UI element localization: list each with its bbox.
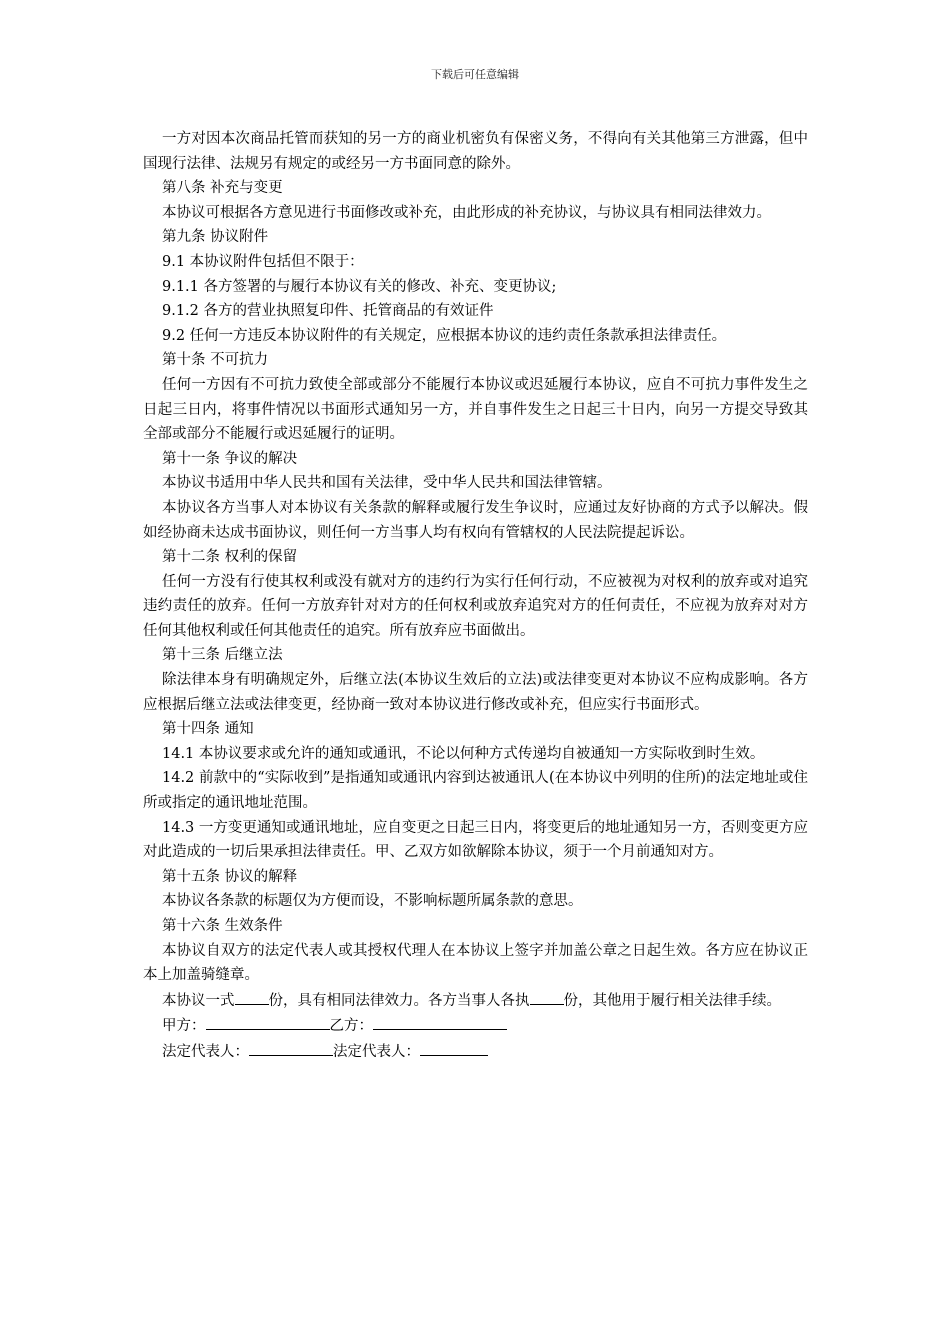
section-heading: 第十二条 权利的保留 <box>162 549 298 566</box>
copies-text-2: 份，具有相同法律效力。各方当事人各执 <box>268 992 530 1009</box>
section-heading: 第十四条 通知 <box>162 721 254 738</box>
party-b-label: 乙方： <box>329 1018 373 1035</box>
signature-line-parties <box>143 1013 808 1039</box>
paragraph: 本协议书适用中华人民共和国有关法律，受中华人民共和国法律管辖。 <box>162 475 612 492</box>
rep-b-label: 法定代表人： <box>333 1043 420 1060</box>
rep-b-blank <box>420 1039 488 1056</box>
copies-each-blank <box>530 988 564 1005</box>
section-heading: 第十五条 协议的解释 <box>162 868 298 885</box>
rep-a-label: 法定代表人： <box>162 1043 249 1060</box>
copies-total-blank <box>235 988 269 1005</box>
paragraph: 9.1.1 各方签署的与履行本协议有关的修改、补充、变更协议; <box>162 278 557 295</box>
party-a-blank <box>206 1013 330 1030</box>
party-a-label: 甲方： <box>162 1018 206 1035</box>
paragraph: 任何一方因有不可抗力致使全部或部分不能履行本协议或迟延履行本协议，应自不可抗力事件发生之日起三日内，将事件情况以书面形式通知另一方，并自事件发生之日起三十日内，向另一方提交导致其全部或部分不能履行或迟延履行的证明。 <box>143 376 808 443</box>
rep-a-blank <box>249 1039 333 1056</box>
paragraph: 14.1 本协议要求或允许的通知或通讯，不论以何种方式传递均自被通知一方实际收到时生效。 <box>162 745 765 762</box>
document-body <box>143 127 808 1065</box>
section-heading: 第八条 补充与变更 <box>162 180 283 197</box>
section-heading: 第十六条 生效条件 <box>162 918 283 934</box>
section-heading: 第十一条 争议的解决 <box>162 450 298 467</box>
copies-text-3: 份，其他用于履行相关法律手续。 <box>563 992 781 1009</box>
paragraph: 9.1 本协议附件包括但不限于： <box>162 253 364 270</box>
section-heading: 第十三条 后继立法 <box>162 647 283 664</box>
paragraph: 任何一方没有行使其权利或没有就对方的违约行为实行任何行动，不应被视为对权利的放弃或对追究违约责任的放弃。任何一方放弃针对对方的任何权利或放弃追究对方的任何责任，不应视为放弃对对方任何其他权利或任何其他责任的追究。所有放弃应书面做出。 <box>143 573 808 639</box>
paragraph: 9.1.2 各方的营业执照复印件、托管商品的有效证件 <box>162 303 494 320</box>
paragraph: 14.2 前款中的“实际收到”是指通知或通讯内容到达被通讯人(在本协议中列明的住所)的法定地址或住所或指定的通讯地址范围。 <box>143 770 808 812</box>
section-heading: 第十条 不可抗力 <box>162 352 269 369</box>
section-heading: 第九条 协议附件 <box>162 229 269 246</box>
paragraph: 9.2 任何一方违反本协议附件的有关规定，应根据本协议的违约责任条款承担法律责任。 <box>162 327 727 344</box>
paragraph: 本协议可根据各方意见进行书面修改或补充，由此形成的补充协议，与协议具有相同法律效力。 <box>162 204 771 221</box>
page-header-note: 下载后可任意编辑 <box>431 68 519 81</box>
paragraph: 本协议各条款的标题仅为方便而设，不影响标题所属条款的意思。 <box>162 893 583 910</box>
paragraph: 一方对因本次商品托管而获知的另一方的商业机密负有保密义务，不得向有关其他第三方泄露，但中国现行法律、法规另有规定的或经另一方书面同意的除外。 <box>143 131 808 172</box>
paragraph: 本协议各方当事人对本协议有关条款的解释或履行发生争议时，应通过友好协商的方式予以解决。假如经协商未达成书面协议，则任何一方当事人均有权向有管辖权的人民法院提起诉讼。 <box>143 499 808 541</box>
signature-line-representatives <box>143 1039 808 1065</box>
paragraph: 本协议自双方的法定代表人或其授权代理人在本协议上签字并加盖公章之日起生效。各方应在协议正本上加盖骑缝章。 <box>143 942 808 984</box>
paragraph: 除法律本身有明确规定外，后继立法(本协议生效后的立法)或法律变更对本协议不应构成影响。各方应根据后继立法或法律变更，经协商一致对本协议进行修改或补充，但应实行书面形式。 <box>143 672 808 713</box>
copies-text-1: 本协议一式 <box>162 992 235 1009</box>
party-b-blank <box>373 1013 507 1030</box>
paragraph: 14.3 一方变更通知或通讯地址，应自变更之日起三日内，将变更后的地址通知另一方，否则变更方应对此造成的一切后果承担法律责任。甲、乙双方如欲解除本协议，须于一个月前通知对方。 <box>143 819 808 861</box>
copies-clause <box>143 988 808 1014</box>
